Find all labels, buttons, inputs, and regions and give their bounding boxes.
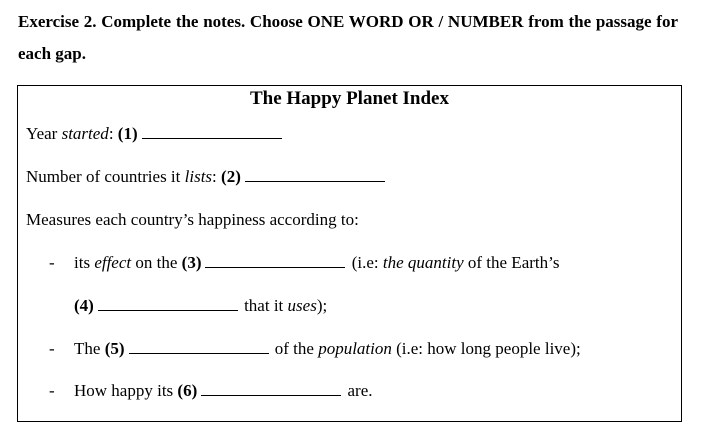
gap-5[interactable] [129,352,269,354]
gap-1[interactable] [142,137,282,139]
note-population: The (5) of the population (i.e: how long people live); [74,339,581,358]
note-year-started: Year started: (1) [26,124,284,144]
gap-2[interactable] [245,180,385,182]
note-measures: Measures each country’s happiness according to: [26,210,359,229]
bullet-dash: - [49,381,55,400]
gap-6[interactable] [201,394,341,396]
notes-box [17,85,682,422]
gap-4[interactable] [98,309,238,311]
note-how-happy: How happy its (6) are. [74,381,373,400]
notes-title: The Happy Planet Index [249,88,449,109]
note-effect: its effect on the (3) (i.e: the quantity of the Earth’s [74,253,560,272]
gap-3[interactable] [205,266,345,268]
note-uses: (4) that it uses); [74,296,328,315]
bullet-dash: - [49,339,55,358]
exercise-instruction: Exercise 2. Complete the notes. Choose ONE WORD OR / NUMBER from the passage for each gap. [18,12,678,63]
bullet-dash: - [49,253,55,272]
note-number-countries: Number of countries it lists: (2) [26,167,387,187]
